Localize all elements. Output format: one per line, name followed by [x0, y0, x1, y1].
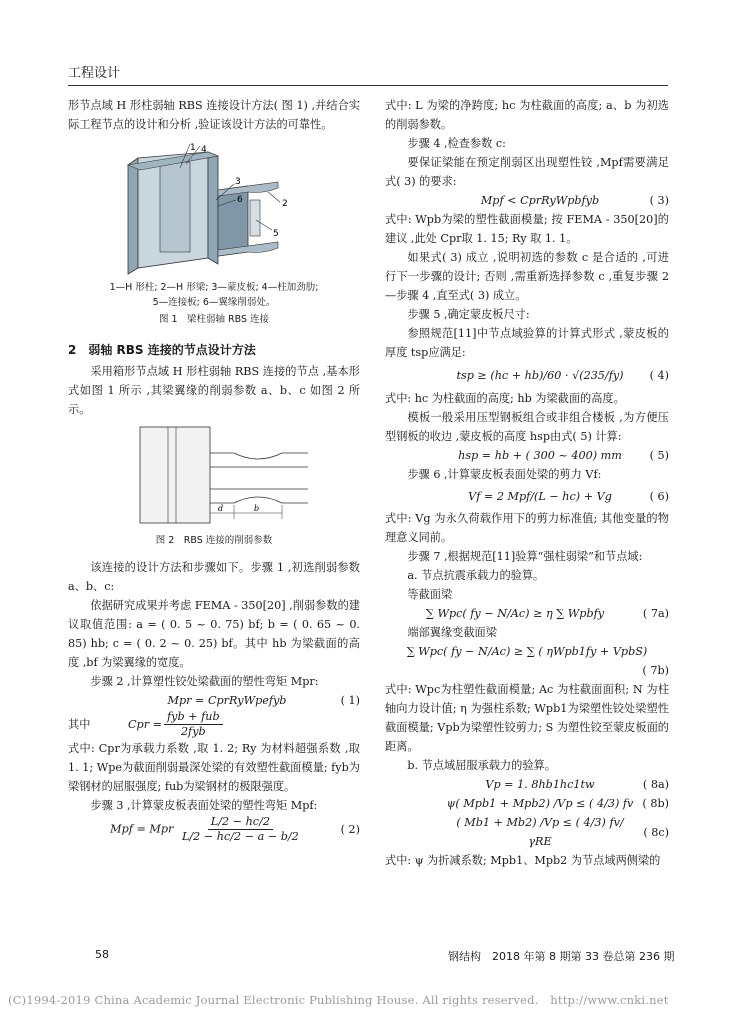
rbs-cut-parameters-drawing	[68, 423, 360, 533]
section-2-heading: 2 弱轴 RBS 连接的节点设计方法	[68, 343, 256, 357]
equation-1	[68, 691, 360, 710]
definitions-1-paragraph: 式中: Cpr为承载力系数 ,取 1. 2; Ry 为材料超强系数 ,取 1. 1; Wpe为截面削弱最深处梁的有效塑性截面模量; fyb为梁钢材的屈服强度; fub为梁钢材的极限强度。	[68, 742, 360, 793]
equation-6	[385, 484, 669, 509]
r-step-5: 步骤 5 ,确定蒙皮板尺寸:	[407, 308, 530, 321]
callout-3: 3	[235, 177, 241, 187]
r-uniform-beam: 等截面梁	[407, 588, 453, 601]
equation-1-body: Mpr = CprRyWpefyb	[167, 694, 287, 707]
equation-7b-number: ( 7b)	[642, 664, 669, 677]
equation-5-body: hsp = hb + ( 300 ~ 400) mm	[458, 449, 622, 462]
page-number: 58	[95, 948, 109, 961]
equation-2-lhs: Mpf = Mpr	[110, 822, 174, 836]
equation-2-body	[88, 815, 326, 844]
label-b: b	[254, 504, 260, 513]
equation-2-fraction	[179, 815, 302, 844]
equation-7a-number: ( 7a)	[642, 607, 669, 620]
equation-3	[385, 191, 669, 210]
step-2-paragraph: 步骤 2 ,计算塑性铰处梁截面的塑性弯矩 Mpr:	[90, 675, 319, 688]
equation-8c	[385, 813, 669, 851]
equation-8c-body: ( Mb1 + Mb2) /Vp ≤ ( 4/3) fv/γRE	[456, 816, 624, 848]
equation-8a-number: ( 8a)	[642, 778, 669, 791]
equation-3-number: ( 3)	[649, 194, 669, 207]
equation-5	[385, 446, 669, 465]
figure-2-caption: 图 2 RBS 连接的削弱参数	[155, 535, 273, 546]
running-header: 工程设计	[68, 66, 121, 81]
r-paragraph-16: 式中: Wpc为柱塑性截面模量; Ac 为柱截面面积; N 为柱轴向力设计值; η 为强柱系数; Wpb1为梁塑性铰处梁塑性截面模量; Vpb为梁塑性铰剪力; S 为塑性铰至蒙皮板面的距离。	[385, 683, 669, 753]
r-variable-beam: 端部翼缘变截面梁	[407, 626, 497, 639]
figure-1	[68, 140, 360, 280]
equation-cpr	[68, 710, 360, 739]
r-item-a: a. 节点抗震承载力的验算。	[407, 569, 545, 582]
journal-info: 钢结构 2018 年第 8 期第 33 卷总第 236 期	[448, 950, 675, 963]
r-paragraph-18: 式中: ψ 为折减系数; Mpb1、Mpb2 为节点域两侧梁的	[385, 854, 661, 867]
equation-1-number: ( 1)	[340, 694, 360, 707]
equation-2	[68, 815, 360, 844]
equation-2-denominator: L/2 − hc/2 − a − b/2	[181, 830, 299, 843]
step-3-paragraph: 步骤 3 ,计算蒙皮板表面处梁的塑性弯矩 Mpf:	[90, 799, 318, 812]
equation-6-body: Vf = 2 Mpf/(L − hc) + Vg	[468, 490, 612, 503]
callout-2: 2	[282, 199, 288, 209]
r-paragraph-11: 式中: Vg 为永久荷载作用下的剪力标准值; 其他变量的物理意义同前。	[385, 512, 669, 544]
left-column	[68, 96, 360, 844]
equation-4-body: tsp ≥ (hc + hb)/60 · √(235/fy)	[456, 369, 624, 382]
r-paragraph-9: 模板一般采用压型钢板组合或非组合楼板 ,为方便压型钢板的收边 ,蒙皮板的高度 hsp由式( 5) 计算:	[385, 411, 669, 443]
fema-paragraph: 依据研究成果并考虑 FEMA - 350[20] ,削弱参数的建议取值范围: a = ( 0. 5 ~ 0. 75) bf; b = ( 0. 65 ~ 0. 85) hb; c = ( 0. 2 ~ 0. 25) bf。其中 hb 为梁截面的高度 ,bf 为梁翼缘的宽度。	[68, 599, 360, 669]
figure-1-legend-line-2: 5—连接板; 6—翼缘削弱处。	[152, 297, 276, 308]
r-item-b: b. 节点域屈服承载力的验算。	[407, 759, 556, 772]
section-2-paragraph: 采用箱形节点域 H 形柱弱轴 RBS 连接的节点 ,基本形式如图 1 所示 ,其梁翼缘的削弱参数 a、b、c 如图 2 所示。	[68, 365, 360, 416]
r-step-6: 步骤 6 ,计算蒙皮板表面处梁的剪力 Vf:	[407, 468, 602, 481]
equation-2-number: ( 2)	[340, 823, 360, 836]
equation-3-body: Mpf < CprRyWpbfyb	[480, 194, 600, 207]
r-paragraph-7: 参照规范[11]中节点域验算的计算式形式 ,蒙皮板的厚度 tsp应满足:	[385, 327, 669, 359]
equation-8a	[385, 775, 669, 794]
figure-1-caption: 图 1 梁柱弱轴 RBS 连接	[158, 314, 270, 325]
equation-cpr-fraction	[164, 710, 223, 739]
equation-8a-body: Vp = 1. 8hb1hc1tw	[485, 778, 595, 791]
equation-8b-number: ( 8b)	[642, 797, 669, 810]
equation-4	[385, 362, 669, 389]
r-paragraph-3: 要保证梁能在预定削弱区出现塑性铰 ,Mpf需要满足式( 3) 的要求:	[385, 156, 669, 188]
r-paragraph-4: 式中: Wpb为梁的塑性截面模量; 按 FEMA - 350[20]的建议 ,此处 Cpr取 1. 15; Ry 取 1. 1。	[385, 213, 669, 245]
steps-intro-paragraph: 该连接的设计方法和步骤如下。步骤 1 ,初选削弱参数 a、b、c:	[68, 561, 360, 593]
equation-8c-number: ( 8c)	[643, 825, 669, 839]
figure-2	[68, 423, 360, 533]
rbs-connection-drawing	[68, 140, 360, 280]
equation-7b-body: ∑ Wpc( fy − N/Ac) ≥ ∑ ( ηWpb1fy + VpbS)	[406, 645, 648, 658]
callout-1: 1	[190, 143, 196, 153]
equation-6-number: ( 6)	[649, 490, 669, 503]
equation-cpr-numerator: fyb + fub	[164, 710, 223, 725]
equation-8b	[385, 794, 669, 813]
equation-2-numerator: L/2 − hc/2	[208, 815, 273, 830]
callout-6: 6	[237, 195, 243, 205]
r-paragraph-5: 如果式( 3) 成立 ,说明初选的参数 c 是合适的 ,可进行下一步骤的设计; 否则 ,需重新选择参数 c ,重复步骤 2—步骤 4 ,直至式( 3) 成立。	[385, 251, 669, 302]
copyright-notice: (C)1994-2019 China Academic Journal Electronic Publishing House. All rights reserved. http://www.cnki.net	[8, 993, 669, 1007]
equation-cpr-lead: 其中	[68, 718, 91, 731]
equation-7a	[385, 604, 669, 623]
equation-7b	[385, 642, 669, 661]
equation-cpr-denominator: 2fyb	[180, 725, 206, 738]
label-d: d	[218, 504, 224, 513]
equation-4-number: ( 4)	[649, 369, 669, 382]
r-step-4: 步骤 4 ,检查参数 c:	[407, 137, 506, 150]
r-paragraph-8: 式中: hc 为柱截面的高度; hb 为梁截面的高度。	[385, 392, 625, 405]
equation-7a-body: ∑ Wpc( fy − N/Ac) ≥ η ∑ Wpbfy	[425, 607, 605, 620]
intro-paragraph: 形节点域 H 形柱弱轴 RBS 连接设计方法( 图 1) ,并结合实际工程节点的设计和分析 ,验证该设计方法的可靠性。	[68, 99, 360, 131]
equation-8b-body: ψ( Mpb1 + Mpb2) /Vp ≤ ( 4/3) fv	[446, 797, 634, 810]
right-column	[385, 96, 669, 870]
r-step-7: 步骤 7 ,根据规范[11]验算“强柱弱梁”和节点域:	[407, 550, 643, 563]
callout-4: 4	[201, 145, 207, 155]
equation-cpr-lhs: Cpr =	[128, 718, 162, 731]
callout-5: 5	[273, 229, 279, 239]
r-paragraph-1: 式中: L 为梁的净跨度; hc 为柱截面的高度; a、b 为初选的削弱参数。	[385, 99, 669, 131]
figure-1-legend-line-1: 1—H 形柱; 2—H 形梁; 3—蒙皮板; 4—柱加劲肋;	[109, 282, 319, 293]
header-rule	[68, 85, 668, 86]
equation-5-number: ( 5)	[649, 449, 669, 462]
